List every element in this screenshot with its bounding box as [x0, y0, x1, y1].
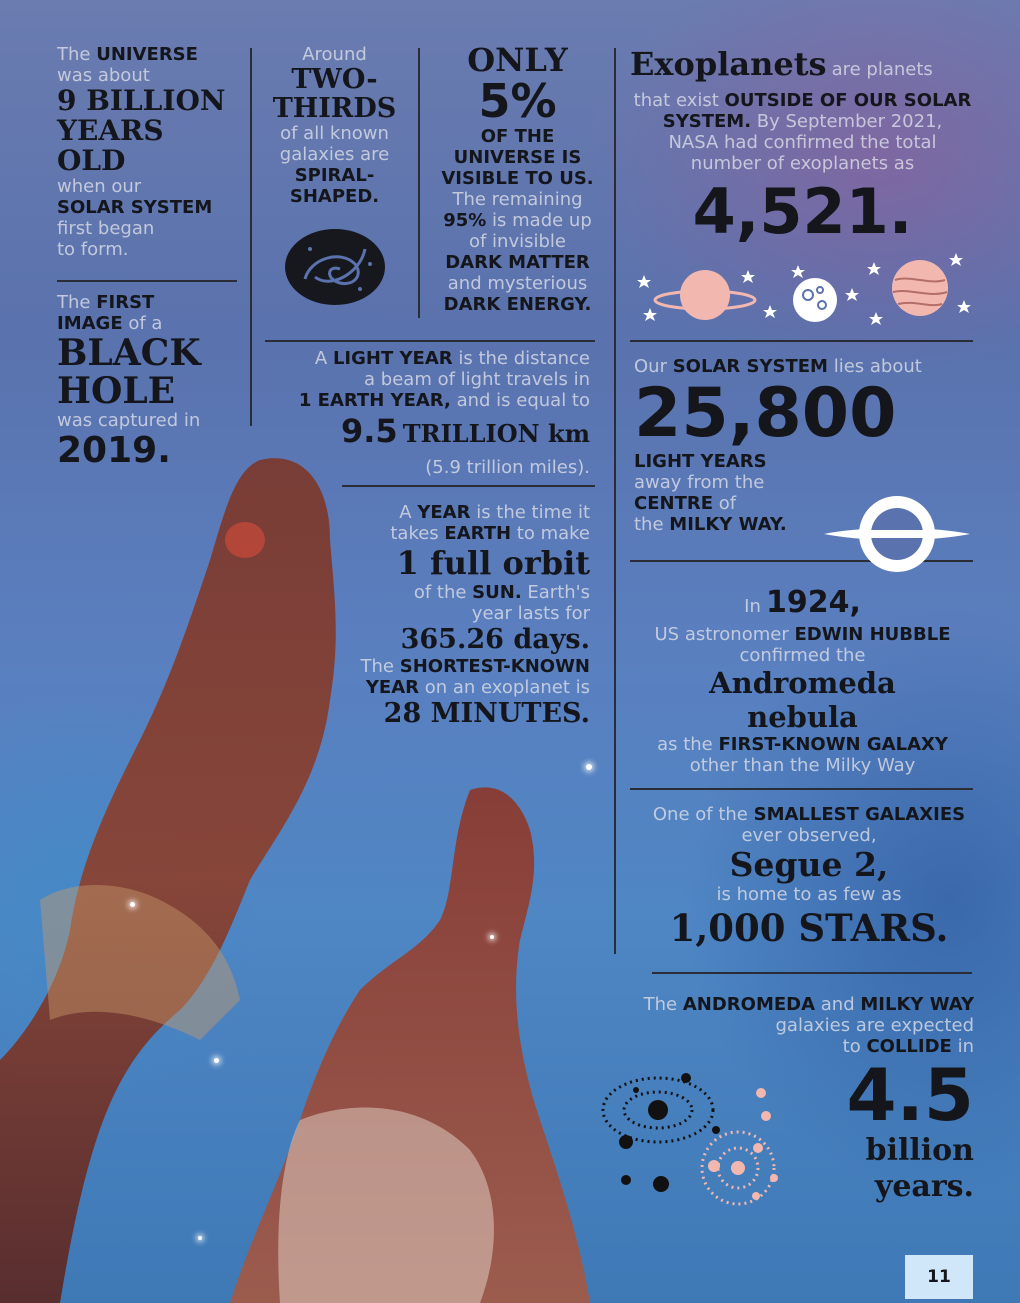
- text: YEAR: [365, 677, 419, 698]
- text: first began: [57, 218, 155, 239]
- spiral-galaxies-block: [262, 44, 407, 318]
- headline: HOLE: [57, 370, 176, 412]
- exoplanets-block: [630, 44, 975, 334]
- headline: YEARS: [57, 114, 164, 147]
- text: on an exoplanet is: [424, 677, 590, 698]
- text: UNIVERSE IS: [453, 147, 582, 168]
- text: Earth's: [527, 582, 590, 603]
- segue-block: [625, 804, 993, 951]
- text: NASA had confirmed the total: [668, 132, 937, 153]
- headline: TRILLION km: [402, 419, 590, 448]
- text: VISIBLE TO US.: [441, 168, 594, 189]
- sparkle-star: [490, 935, 494, 939]
- divider-right-h1: [630, 340, 973, 342]
- text: of all known: [280, 123, 389, 144]
- text: to form.: [57, 239, 129, 260]
- text: in: [957, 1036, 974, 1057]
- headline: 1 full orbit: [396, 544, 590, 582]
- headline: nebula: [747, 700, 858, 734]
- text: The: [57, 292, 91, 313]
- text: year lasts for: [471, 603, 590, 624]
- headline: 9.5: [340, 412, 398, 450]
- colliding-galaxies-icon: [596, 1068, 786, 1218]
- text: is made up: [492, 210, 592, 231]
- text: and: [820, 994, 855, 1015]
- visible-universe-block: [430, 41, 605, 315]
- text: of: [718, 493, 737, 514]
- headline: 4,521.: [692, 175, 913, 248]
- headline: 5%: [478, 74, 557, 128]
- universe-age-block: [57, 44, 247, 260]
- text: of a: [128, 313, 163, 334]
- text: SOLAR SYSTEM: [57, 197, 213, 218]
- text: ANDROMEDA: [682, 994, 816, 1015]
- text: away from the: [634, 472, 765, 493]
- headline: Andromeda: [709, 666, 896, 700]
- text: SMALLEST GALAXIES: [753, 804, 966, 825]
- text: LIGHT YEARS: [634, 451, 767, 472]
- text: The: [643, 994, 678, 1015]
- text: galaxies are expected: [775, 1015, 974, 1036]
- text: SHORTEST-KNOWN: [399, 656, 590, 677]
- divider-right-h3: [630, 788, 973, 790]
- text: A: [399, 502, 412, 523]
- spiral-galaxy-icon: [280, 219, 390, 314]
- text: LIGHT YEAR: [332, 348, 453, 369]
- text: to: [842, 1036, 861, 1057]
- text: 1 EARTH YEAR,: [298, 390, 451, 411]
- headline: 1924,: [765, 585, 861, 620]
- text: A: [314, 348, 328, 369]
- text: was captured in: [57, 410, 201, 431]
- text: Our: [634, 356, 667, 377]
- text: the: [634, 514, 664, 535]
- text: US astronomer: [654, 624, 789, 645]
- text: The remaining: [452, 189, 583, 210]
- divider-col1-h: [57, 280, 237, 282]
- gas-giant-icon: [892, 260, 948, 316]
- ringed-planet-icon: [655, 270, 755, 320]
- milky-way-icon: [824, 492, 970, 576]
- headline: years.: [874, 1169, 974, 1204]
- headline: 2019.: [57, 430, 171, 471]
- moon-icon: [793, 278, 837, 322]
- headline: BLACK: [57, 332, 201, 374]
- headline: 365.26 days.: [400, 624, 590, 655]
- divider-mid-h2: [342, 485, 595, 487]
- text: IMAGE: [57, 313, 123, 334]
- page-number-box: [905, 1255, 973, 1299]
- sparkle-star: [214, 1058, 219, 1063]
- text: FIRST: [96, 292, 155, 313]
- headline: OLD: [57, 144, 126, 177]
- text: when our: [57, 176, 142, 197]
- text: of invisible: [468, 231, 566, 252]
- black-hole-block: [57, 292, 247, 471]
- sparkle-star: [130, 902, 135, 907]
- text: SYSTEM.: [662, 111, 752, 132]
- headline: THIRDS: [272, 93, 397, 124]
- text: DARK MATTER: [445, 252, 590, 273]
- text: as the: [657, 734, 713, 755]
- sparkle-star: [198, 1236, 202, 1240]
- text: EDWIN HUBBLE: [794, 624, 951, 645]
- divider-col1-v: [250, 48, 252, 426]
- text: FIRST-KNOWN GALAXY: [718, 734, 948, 755]
- text: SUN.: [472, 582, 522, 603]
- text: is home to as few as: [716, 884, 902, 905]
- text: In: [744, 596, 761, 617]
- text: DARK ENERGY.: [443, 294, 592, 315]
- text: and is equal to: [456, 390, 590, 411]
- headline: billion: [865, 1133, 974, 1168]
- headline: 25,800: [634, 374, 897, 453]
- text: (5.9 trillion miles).: [425, 457, 590, 478]
- text: OUTSIDE OF OUR SOLAR: [724, 90, 972, 111]
- headline: Segue 2,: [729, 845, 889, 884]
- text: other than the Milky Way: [689, 755, 916, 776]
- text: UNIVERSE: [96, 44, 198, 65]
- text: The: [57, 44, 91, 65]
- text: of the: [413, 582, 467, 603]
- divider-col2-v: [418, 48, 420, 318]
- text: Around: [302, 44, 367, 65]
- headline: Exoplanets: [630, 45, 827, 83]
- text: MILKY WAY.: [669, 514, 787, 535]
- text: to make: [516, 523, 590, 544]
- text: are planets: [831, 59, 933, 80]
- text: confirmed the: [739, 645, 866, 666]
- headline: 1,000 STARS.: [669, 906, 949, 950]
- hubble-block: [630, 586, 975, 776]
- sparkle-star: [586, 764, 592, 770]
- text: SOLAR SYSTEM: [672, 356, 828, 377]
- text: SHAPED.: [289, 186, 380, 207]
- divider-right-h4: [652, 972, 972, 974]
- text: SPIRAL-: [294, 165, 375, 186]
- text: The: [360, 656, 394, 677]
- text: is the time it: [476, 502, 590, 523]
- year-block: [330, 502, 590, 730]
- text: OF THE: [480, 126, 555, 147]
- light-year-block: [265, 348, 590, 478]
- page-number: 11: [927, 1267, 951, 1287]
- headline: TWO-: [291, 64, 378, 95]
- text: galaxies are: [279, 144, 390, 165]
- text: By September 2021,: [756, 111, 943, 132]
- text: COLLIDE: [866, 1036, 952, 1057]
- text: a beam of light travels in: [364, 369, 590, 390]
- headline: 4.5: [846, 1053, 974, 1137]
- text: that exist: [633, 90, 719, 111]
- text: takes: [390, 523, 439, 544]
- text: is the distance: [458, 348, 590, 369]
- text: MILKY WAY: [860, 994, 974, 1015]
- text: 95%: [443, 210, 487, 231]
- text: ever observed,: [741, 825, 877, 846]
- planets-illustration: [630, 250, 975, 330]
- divider-mid-h1: [265, 340, 595, 342]
- text: and mysterious: [447, 273, 588, 294]
- headline: 28 MINUTES.: [383, 698, 590, 729]
- divider-col3-v: [614, 48, 616, 954]
- text: lies about: [833, 356, 922, 377]
- text: EARTH: [444, 523, 512, 544]
- text: CENTRE: [634, 493, 714, 514]
- headline: ONLY: [467, 41, 568, 79]
- text: was about: [57, 65, 150, 86]
- text: One of the: [652, 804, 748, 825]
- text: YEAR: [417, 502, 471, 523]
- headline: 9 BILLION: [57, 84, 226, 117]
- text: number of exoplanets as: [690, 153, 915, 174]
